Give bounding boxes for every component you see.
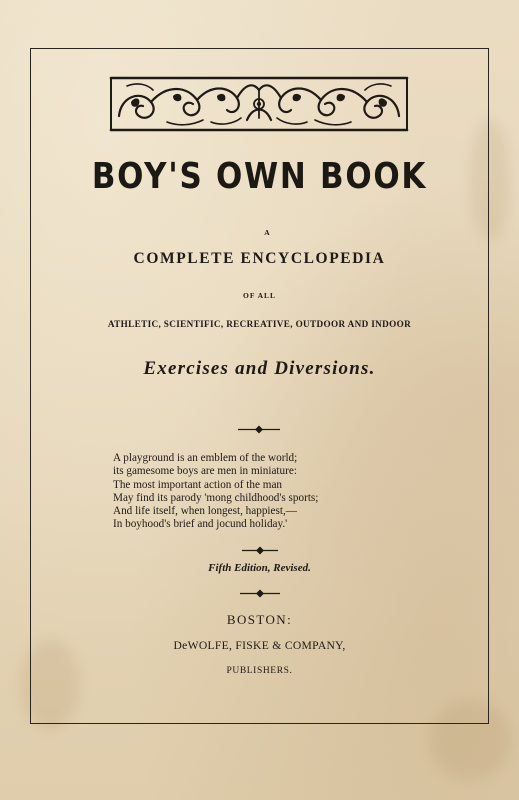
poem-line: The most important action of the man: [113, 478, 283, 491]
poem-line: A playground is an emblem of the world;: [113, 452, 298, 464]
publishers-label: PUBLISHERS.: [226, 666, 293, 676]
exercises-line: Exercises and Diversions.: [143, 358, 376, 379]
categories-line: ATHLETIC, SCIENTIFIC, RECREATIVE, OUTDOOR AND INDOOR: [107, 319, 412, 329]
poem-line: May find its parody 'mong childhood's sports;: [113, 491, 319, 504]
poem-line: its gamesome boys are men in miniature:: [113, 465, 297, 478]
article-a: A: [264, 228, 271, 237]
book-title: BOY'S OWN BOOK: [91, 156, 428, 197]
of-all: OF ALL: [242, 291, 277, 300]
rule-dot-divider-icon: [242, 546, 278, 555]
imprint-place: BOSTON:: [226, 612, 293, 627]
poem-line: And life itself, when longest, happiest,—: [113, 505, 297, 518]
publisher-name: DeWOLFE, FISKE & COMPANY,: [173, 639, 346, 652]
scroll-ornament-icon: [107, 72, 411, 136]
edition-line: Fifth Edition, Revised.: [208, 562, 311, 574]
rule-dot-divider-icon: [240, 589, 280, 598]
rule-dot-divider-icon: [238, 425, 280, 434]
epigraph-poem: [113, 452, 413, 532]
subtitle: COMPLETE ENCYCLOPEDIA: [133, 250, 386, 267]
poem-line: In boyhood's brief and jocund holiday.': [113, 518, 288, 531]
